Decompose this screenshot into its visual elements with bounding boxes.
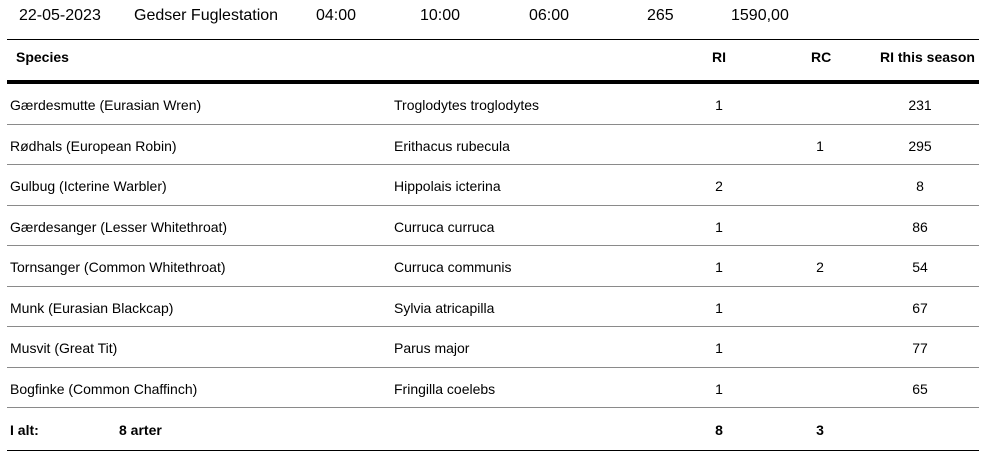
- effort-total: 1590,00: [731, 7, 789, 24]
- totals-rc: 3: [816, 422, 824, 438]
- species-latin: Curruca curruca: [394, 218, 495, 235]
- table-row: [7, 327, 979, 368]
- species-ri-season: 8: [916, 178, 924, 194]
- table-row: [7, 368, 979, 409]
- species-name: Rødhals (European Robin): [10, 137, 177, 154]
- species-ri-season: 67: [912, 299, 928, 316]
- species-latin: Hippolais icterina: [394, 178, 501, 194]
- species-ri-season: 77: [912, 340, 928, 356]
- species-latin: Troglodytes troglodytes: [394, 97, 539, 113]
- table-row: [7, 246, 979, 287]
- species-ri: 1: [715, 380, 723, 397]
- species-name: Tornsanger (Common Whitethroat): [10, 259, 226, 275]
- species-latin: Curruca communis: [394, 259, 512, 275]
- start-time: 04:00: [316, 7, 357, 24]
- species-latin: Erithacus rubecula: [394, 137, 510, 154]
- species-rc: 1: [816, 137, 824, 154]
- duration-hours: 06:00: [529, 7, 570, 24]
- report-summary-row: [0, 0, 989, 32]
- species-ri: 1: [715, 340, 723, 356]
- species-latin: Fringilla coelebs: [394, 380, 496, 397]
- table-row: [7, 125, 979, 166]
- species-ri: 1: [715, 218, 723, 235]
- species-latin: Parus major: [394, 340, 470, 356]
- totals-ri: 8: [715, 422, 723, 438]
- table-row: [7, 165, 979, 206]
- header-ri-season: RI this season: [880, 49, 975, 65]
- species-ri: 1: [715, 299, 723, 316]
- species-ri-season: 295: [908, 137, 932, 154]
- species-latin: Sylvia atricapilla: [394, 299, 495, 316]
- totals-species-count: 8 arter: [119, 422, 162, 438]
- report-date: 22-05-2023: [19, 7, 101, 24]
- species-rc: 2: [816, 259, 824, 275]
- species-ri-season: 54: [912, 259, 928, 275]
- species-name: Munk (Eurasian Blackcap): [10, 299, 174, 316]
- species-table-body: [7, 84, 979, 408]
- species-ri-season: 65: [912, 380, 928, 397]
- totals-label: I alt:: [10, 422, 39, 438]
- species-ri-season: 231: [908, 97, 932, 113]
- table-header: [7, 40, 979, 80]
- table-row: [7, 206, 979, 247]
- species-name: Musvit (Great Tit): [10, 340, 118, 356]
- species-ri: 1: [715, 259, 723, 275]
- species-ri-season: 86: [912, 218, 928, 235]
- species-ri: 2: [715, 178, 723, 194]
- header-rc: RC: [811, 49, 832, 65]
- totals-row: [7, 411, 979, 451]
- station-name: Gedser Fuglestation: [134, 7, 279, 24]
- header-species: Species: [16, 49, 69, 65]
- duration-minutes: 265: [647, 7, 674, 24]
- table-row: [7, 287, 979, 328]
- species-name: Gærdesmutte (Eurasian Wren): [10, 97, 202, 113]
- species-name: Gærdesanger (Lesser Whitethroat): [10, 218, 228, 235]
- header-ri: RI: [712, 49, 726, 65]
- species-ri: 1: [715, 97, 723, 113]
- species-name: Bogfinke (Common Chaffinch): [10, 380, 198, 397]
- species-name: Gulbug (Icterine Warbler): [10, 178, 167, 194]
- end-time: 10:00: [420, 7, 461, 24]
- table-row: [7, 84, 979, 125]
